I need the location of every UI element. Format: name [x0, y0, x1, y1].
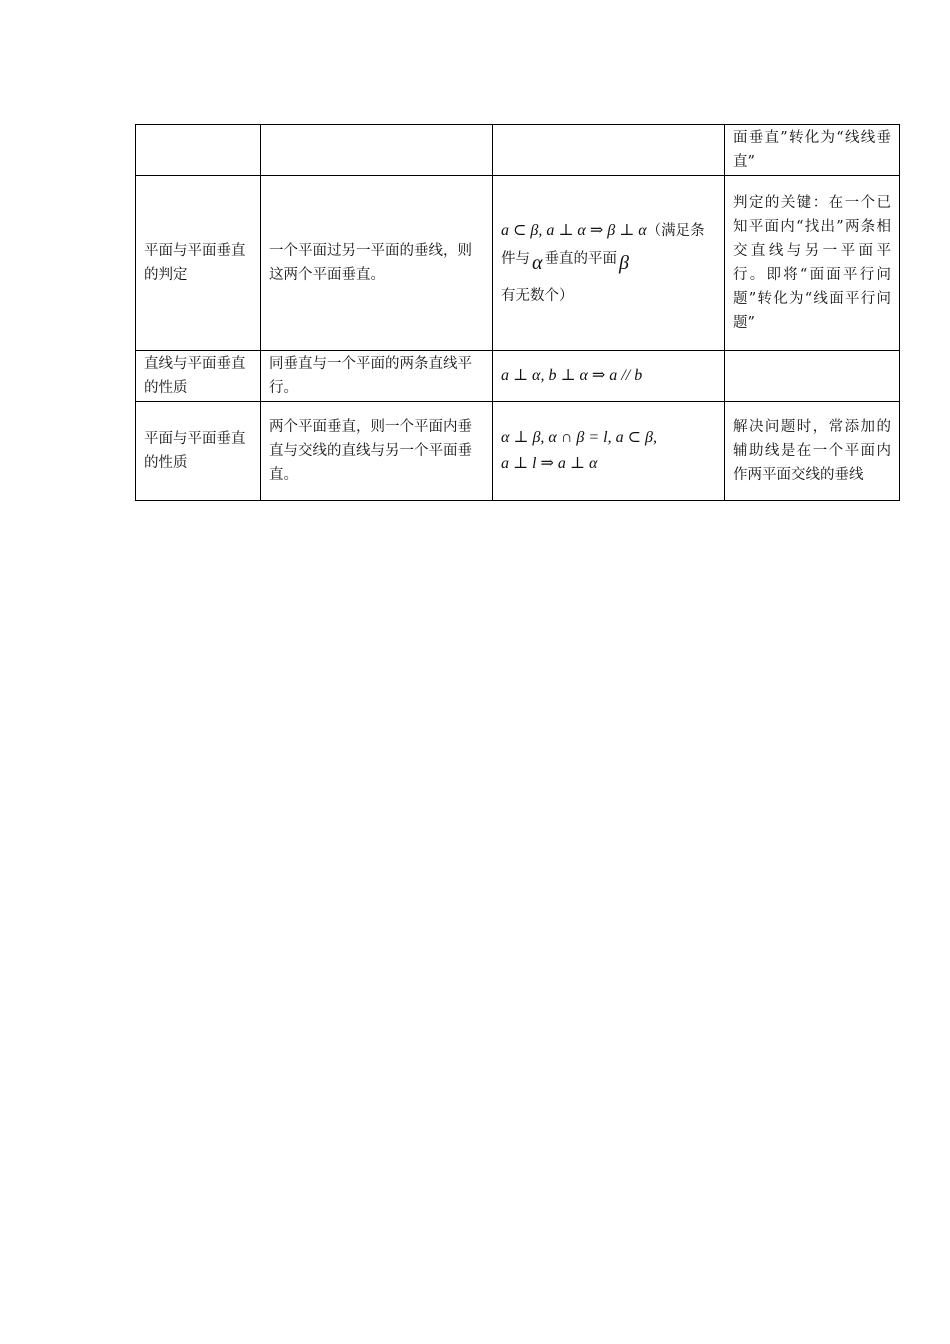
table-cell-formula: [493, 125, 725, 176]
table-cell-theorem: 两个平面垂直，则一个平面内垂直与交线的直线与另一个平面垂直。: [261, 402, 493, 501]
formula-note: （满足条件与: [501, 223, 705, 267]
formula-text: a ⊥ α, b ⊥ α ⇒ a // b: [501, 367, 643, 384]
formula-text: a ⊂ β, a ⊥ α ⇒ β ⊥ α: [501, 222, 647, 239]
table-cell-note: 面垂直”转化为“线线垂直”: [725, 125, 900, 176]
table-row: [136, 125, 900, 176]
table-cell-topic: 平面与平面垂直的判定: [136, 176, 261, 351]
formula-block: [501, 218, 716, 272]
formula-note: 有无数个）: [501, 288, 574, 304]
table-cell-note: 解决问题时，常添加的辅助线是在一个平面内作两平面交线的垂线: [725, 402, 900, 501]
table-cell-theorem: 一个平面过另一平面的垂线，则这两个平面垂直。: [261, 176, 493, 351]
table-cell-topic: 平面与平面垂直的性质: [136, 402, 261, 501]
table-row: [136, 351, 900, 402]
formula-text: α ⊥ β, α ∩ β = l, a ⊂ β,: [501, 429, 657, 446]
geometry-summary-table: [135, 124, 900, 501]
table-cell-note: [725, 351, 900, 402]
table-cell-formula: [493, 402, 725, 501]
table-cell-formula: [493, 351, 725, 402]
table-row: [136, 402, 900, 501]
table-cell-theorem: 同垂直与一个平面的两条直线平行。: [261, 351, 493, 402]
table-cell-formula: [493, 176, 725, 351]
table-cell-topic: 直线与平面垂直的性质: [136, 351, 261, 402]
table-cell-note: 判定的关键：在一个已知平面内“找出”两条相交直线与另一平面平行。即将“面面平行问题”转化为“线面平行问题”: [725, 176, 900, 351]
formula-text: a ⊥ l ⇒ a ⊥ α: [501, 455, 598, 472]
table-row: [136, 176, 900, 351]
beta-symbol: β: [619, 252, 629, 274]
table-cell-topic: [136, 125, 261, 176]
formula-note: 垂直的平面: [544, 251, 617, 267]
table-cell-theorem: [261, 125, 493, 176]
alpha-symbol: α: [532, 252, 543, 274]
